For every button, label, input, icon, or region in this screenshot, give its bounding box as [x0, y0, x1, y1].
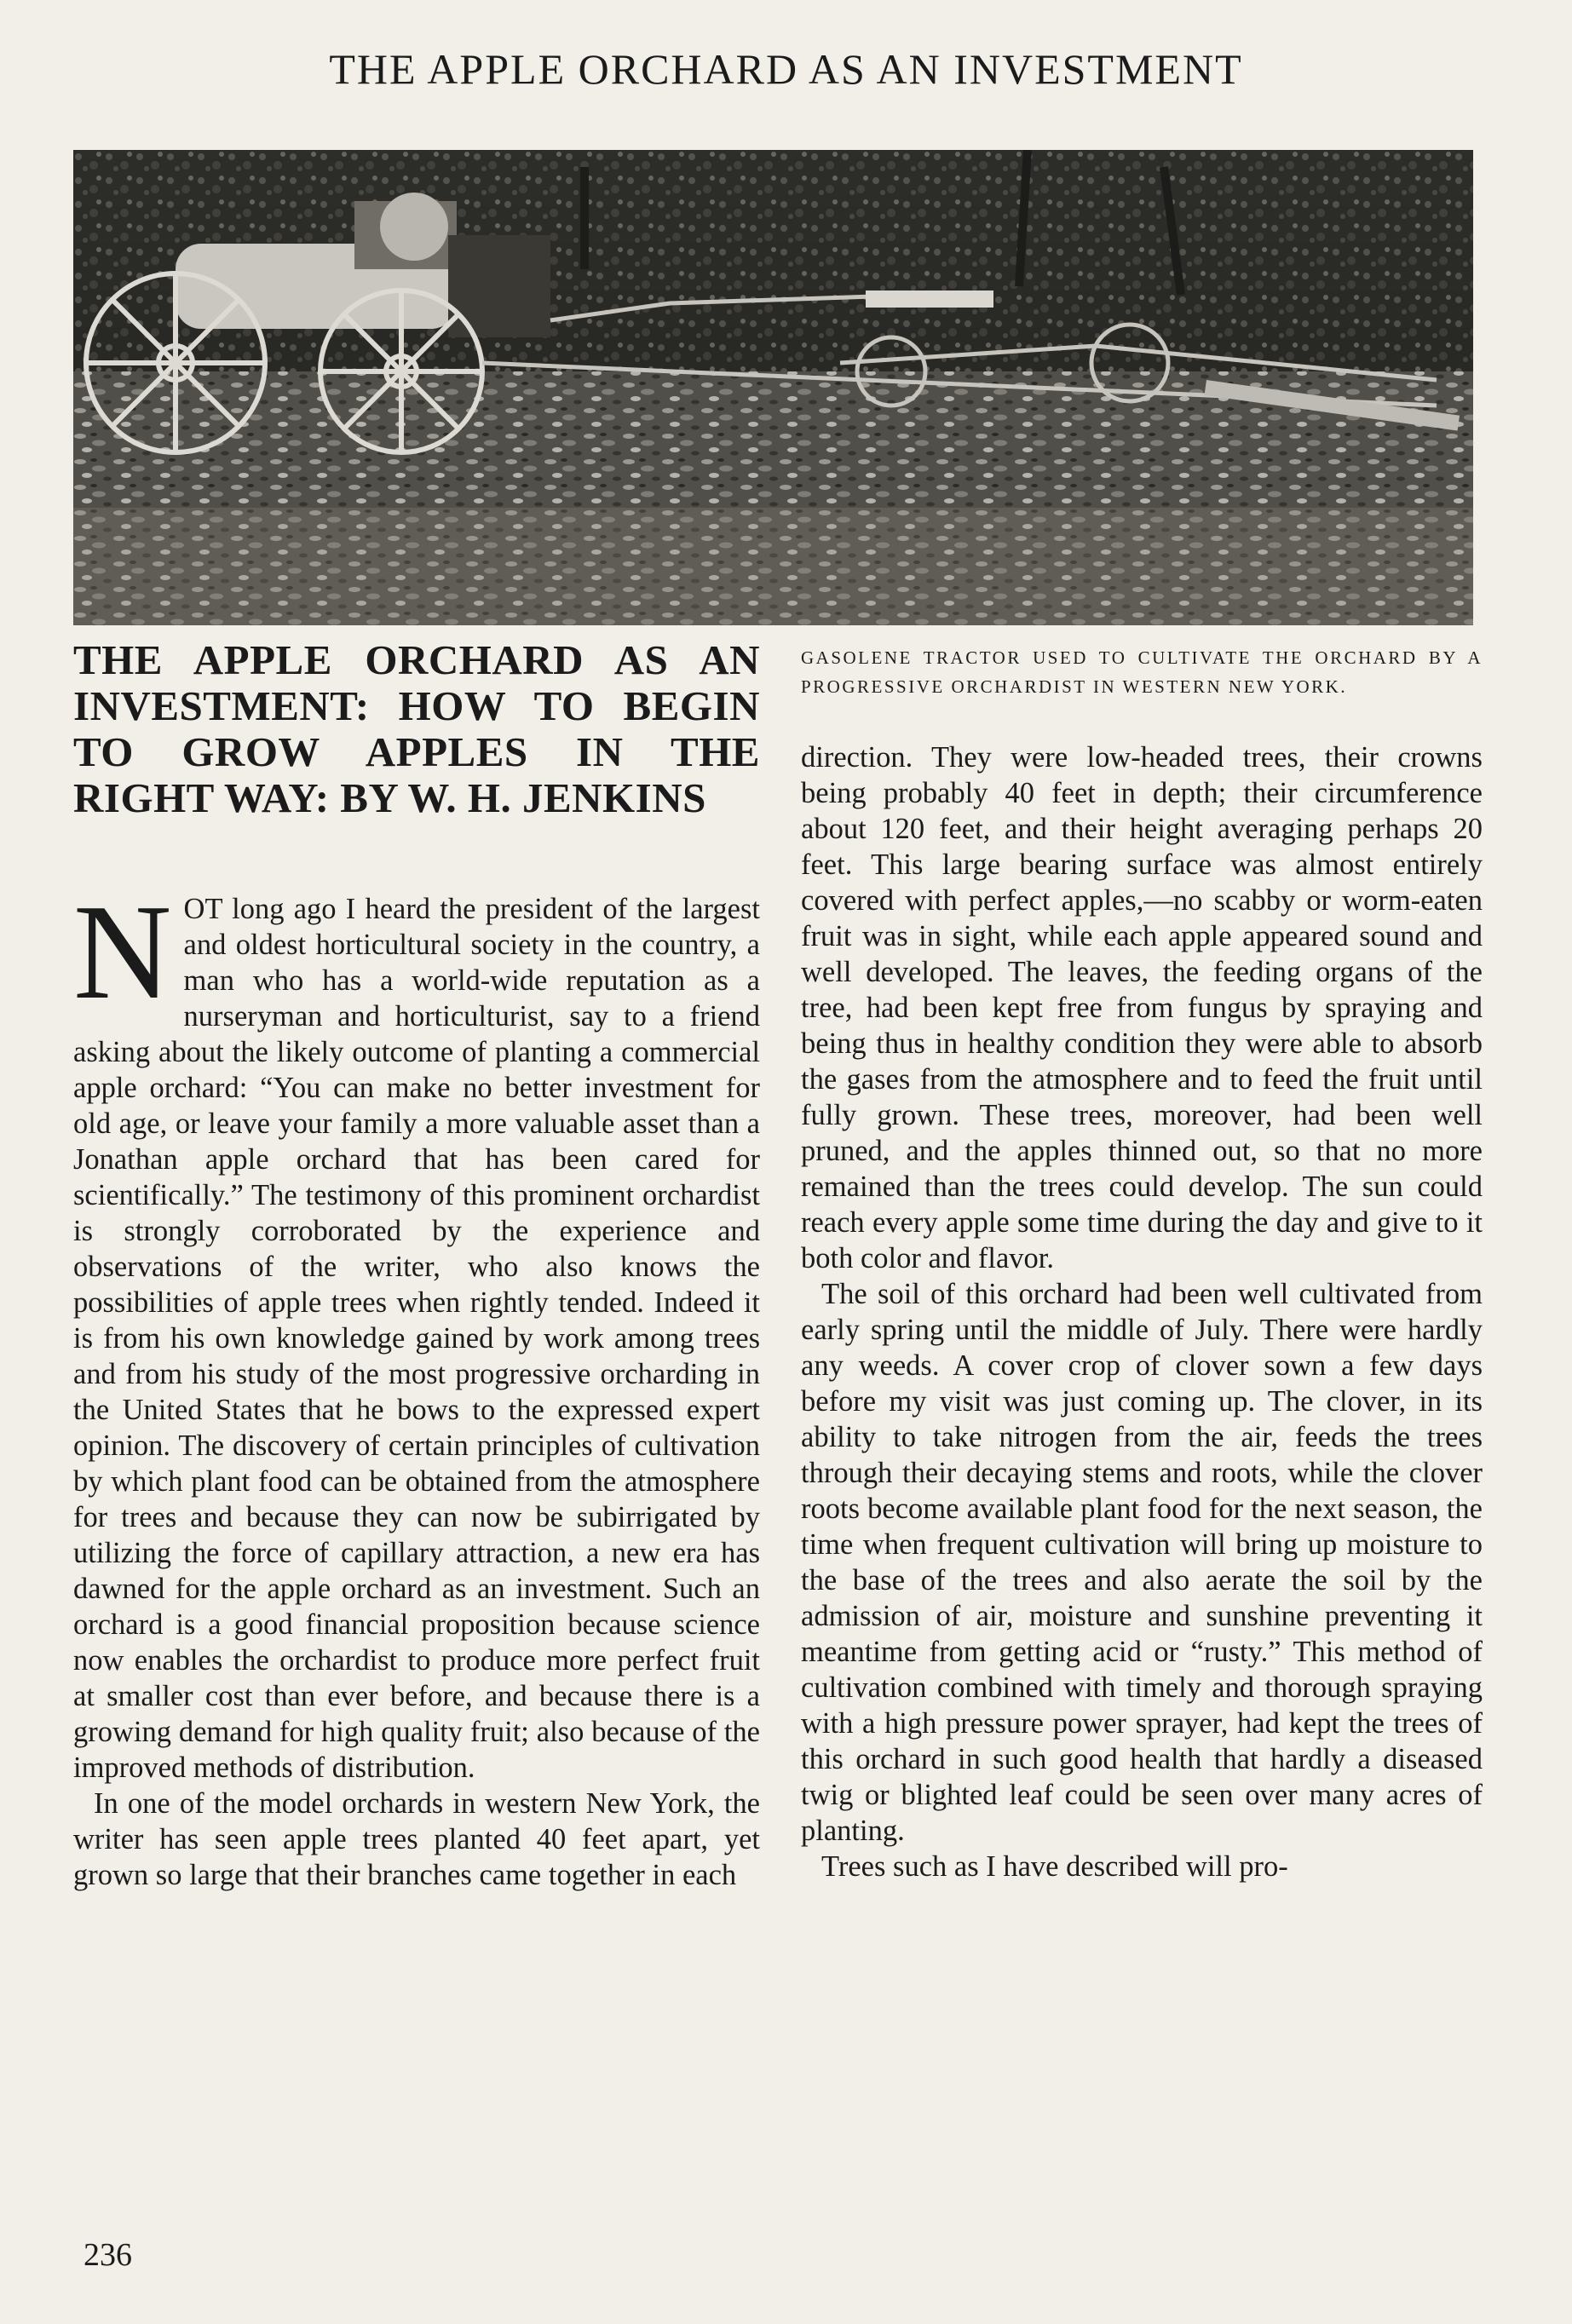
photo-caption: GASOLENE TRACTOR USED TO CULTIVATE THE ORCHARD BY A PROGRESSIVE ORCHARDIST IN WESTERN NEW YORK.	[801, 647, 1483, 697]
page-number: 236	[83, 2237, 132, 2273]
running-head: THE APPLE ORCHARD AS AN INVESTMENT	[329, 45, 1243, 93]
paragraph-model-orchard-continued: direction. They were low-headed trees, their crowns being probably 40 feet in depth; their circumference about 120 feet, and their height averaging perhaps 20 feet. This large bearing surface was almost entirely covered with perfect apples,—no scabby or worm-eaten fruit was in sight, while each apple appeared sound and well developed. The leaves, the feeding organs of the tree, had been kept free from fungus by spraying and being thus in healthy condition they were able to absorb the gases from the atmosphere and to feed the fruit until fully grown. These trees, moreover, had been well pruned, and the apples thinned out, so that no more remained than the trees could develop. The sun could reach every apple some time during the day and give to it both color and flavor.	[801, 741, 1483, 1274]
paragraph-intro-text: OT long ago I heard the president of the largest and oldest horticultural society in the country, a man who has a world-wide reputation as a nurseryman and horticulturist, say to a friend asking about the likely outcome of planting a commercial apple orchard: “You can make no better investment for old age, or leave your family a more valuable asset than a Jonathan apple orchard that has been cared for scientifically.” The testimony of this prominent orchardist is strongly corroborated by the experience and observations of the writer, who also knows the possibilities of apple trees when rightly tended. Indeed it is from his own knowledge gained by work among trees and from his study of the most progressive orcharding in the United States that he bows to the expressed expert opinion. The discovery of certain principles of cultivation by which plant food can be obtained from the atmosphere for trees and because they can now be subirrigated by utilizing the force of capillary attraction, a new era has dawned for the apple orchard as an investment. Such an orchard is a good financial proposition because science now enables the orchardist to produce more perfect fruit at smaller cost than ever before, and because there is a growing demand for high quality fruit; also because of the improved methods of distribution.	[73, 893, 760, 1784]
right-column	[801, 739, 1483, 2222]
paragraph-intro	[73, 891, 760, 1786]
left-column	[73, 891, 760, 2220]
article-headline: THE APPLE ORCHARD AS AN INVESTMENT: HOW TO BEGIN TO GROW APPLES IN THE RIGHT WAY: BY W. H. JENKINS	[73, 636, 760, 821]
paragraph-trees-produce: Trees such as I have described will pro-	[821, 1850, 1288, 1883]
tractor-photo	[73, 150, 1473, 625]
drop-cap: N	[73, 891, 172, 1027]
paragraph-model-orchard: In one of the model orchards in western New York, the writer has seen apple trees planted 40 feet apart, yet grown so large that their branches came together in each	[73, 1787, 760, 1891]
paragraph-soil-cultivation: The soil of this orchard had been well cultivated from early spring until the middle of July. There were hardly any weeds. A cover crop of clover sown a few days before my visit was just coming up. The clover, in its ability to take nitrogen from the air, feeds the trees through their decaying stems and roots, while the clover roots become available plant food for the next season, the time when frequent cultivation will bring up moisture to the base of the trees and also aerate the soil by the admission of air, moisture and sunshine preventing it meantime from getting acid or “rusty.” This method of cultivation combined with timely and thorough spraying with a high pressure power sprayer, had kept the trees of this orchard in such good health that hardly a diseased twig or blighted leaf could be seen over many acres of planting.	[801, 1278, 1483, 1847]
